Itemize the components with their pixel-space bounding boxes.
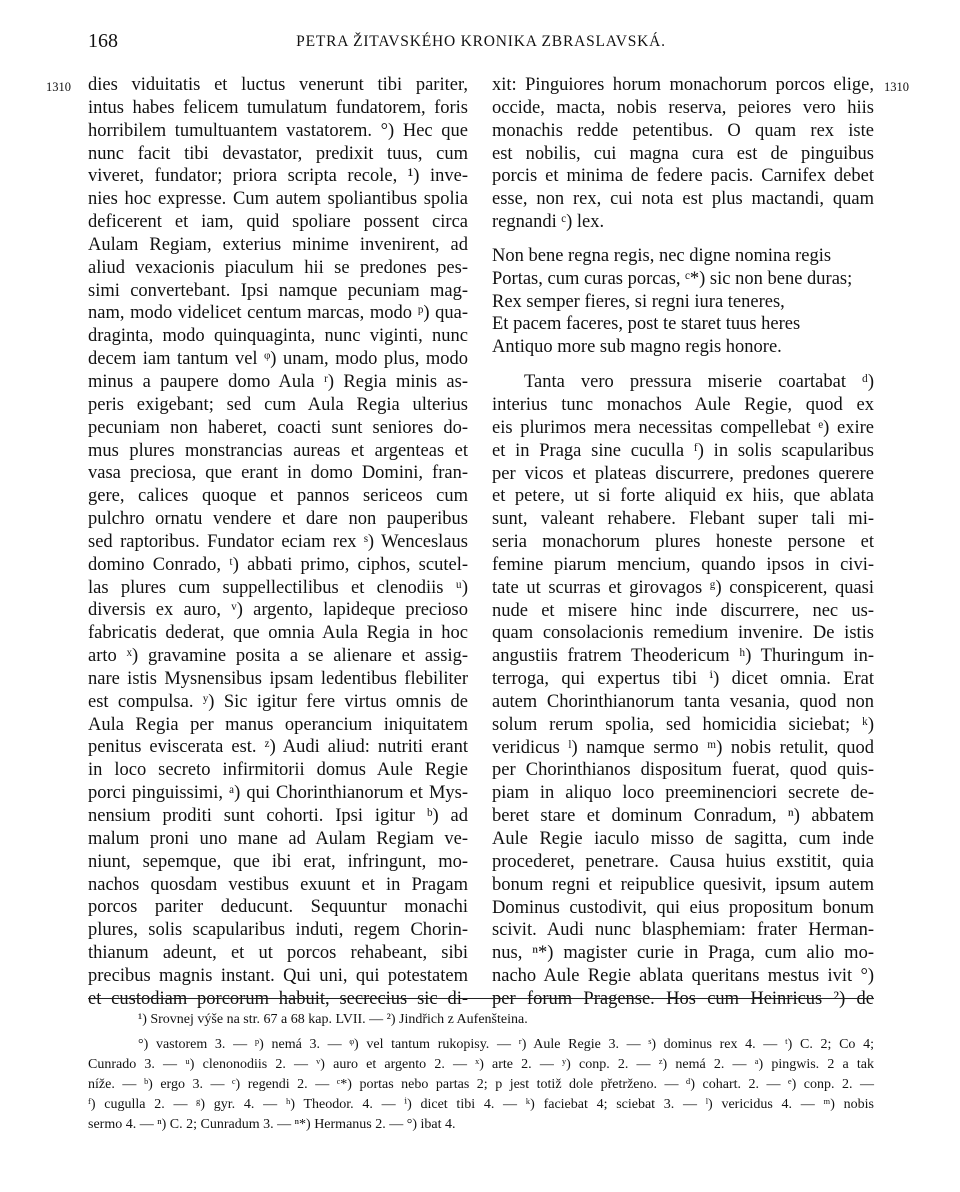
text-line: scivit. Audi nunc blasphemiam: frater Herman-: [492, 920, 874, 941]
text-line: nude et misere hinc inde discurrere, nec us-: [492, 600, 874, 621]
text-line: eis plurimos mera necessitas compellebat ᵉ) exire: [492, 417, 874, 438]
text-line: thianum adeunt, et ut porcos rehabeant, sibi: [88, 943, 468, 964]
text-line: Aule Regie iaculo misso de sagitta, cum inde: [492, 829, 874, 849]
apparatus-line: ᶠ) cugulla 2. — ᵍ) gyr. 4. — ʰ) Theodor. 4. — ⁱ) dicet tibi 4. — ᵏ) faciebat 4; sciebat 3. — ˡ) vericidus 4. — ᵐ) nobis: [88, 1097, 874, 1112]
text-line: veridicus ˡ) namque sermo ᵐ) nobis retulit, quod: [492, 737, 874, 758]
text-line: nare istis Mysnensibus ipsam ledentibus flebiliter: [88, 668, 468, 689]
right-text-column: [492, 74, 874, 1011]
critical-apparatus: [88, 1035, 874, 1135]
text-line: femine piarum mencium, quando ipsos in civi-: [492, 554, 874, 575]
text-line: porci pinguissimi, ᵃ) qui Chorinthianorum et Mys-: [88, 783, 468, 804]
text-line: fabricatis dederat, que omnia Aula Regia in hoc: [88, 623, 468, 644]
text-line: pulchro ornatu vendere et dare non pauperibus: [88, 509, 468, 530]
text-line: las plures cum suppellectilibus et clenodiis ᵘ): [88, 577, 468, 598]
text-line: sed raptoribus. Fundator eciam rex ˢ) Wenceslaus: [88, 531, 468, 552]
text-line: interius tunc monachos Aule Regie, quod ex: [492, 394, 874, 415]
text-line: intus habes felicem tumulatum fundatorem, foris: [88, 97, 468, 118]
text-line: nunc facit tibi devastator, predixit tuus, cum: [88, 143, 468, 164]
text-line: terroga, qui expertus tibi ⁱ) dicet omnia. Erat: [492, 669, 874, 690]
text-line: simi convertebant. Ipsi namque pecuniam mag-: [88, 280, 468, 301]
text-line: angustiis fratrem Theodericum ʰ) Thuringum in-: [492, 646, 874, 667]
text-line: solum rerum spolia, sed homicidia siciebat; ᵏ): [492, 714, 874, 735]
text-line: et petere, ut si forte aliquid ex hiis, que ablata: [492, 486, 874, 507]
running-title: PETRA ŽITAVSKÉHO KRONIKA ZBRASLAVSKÁ.: [296, 33, 666, 50]
text-line: decem iam tantum vel ᵠ) unam, modo plus, modo: [88, 349, 468, 370]
text-line: Dominus custodivit, qui eius propositum bonum: [492, 897, 874, 918]
numeric-footnotes: [88, 1010, 874, 1030]
text-line: piam in aliquo loco preeminenciori secrete de-: [492, 783, 874, 804]
text-line: nus, ⁿ*) magister curie in Praga, cum alio mo-: [492, 943, 874, 964]
right-column-top-paragraph: [492, 74, 874, 234]
text-line: Tanta vero pressura miserie coartabat ᵈ): [524, 372, 874, 393]
text-line: nies hoc expresse. Cum autem spoliantibus spolia: [88, 189, 468, 210]
text-line: deficerent et iam, quid spoliare possent circa: [88, 212, 468, 233]
margin-year-left: 1310: [46, 80, 71, 94]
verse-line: Et pacem faceres, post te staret tuus heres: [492, 314, 801, 335]
text-line: nacho Aule Regie ablata queritans mestus ivit °): [492, 966, 874, 987]
text-line: arto ˣ) gravamine posita a se alienare et assig-: [88, 646, 468, 667]
text-line: mus plures monstrancias aureas et argenteas et: [88, 440, 468, 461]
text-line: nam, modo videlicet centum marcas, modo ᵖ) qua-: [88, 303, 468, 324]
text-line: nensium proditi sunt cohorti. Ipsi igitur ᵇ) ad: [88, 806, 468, 826]
text-line: est compulsa. ʸ) Sic igitur fere virtus omnis de: [88, 691, 468, 712]
text-line: per forum Pragense. Hos cum Heinricus ²) de: [492, 988, 874, 1009]
text-line: viveret, fundator; priora scripta recole, ¹) inve-: [88, 166, 468, 187]
text-line: Aulam Regiam, exterius minime invenirent, ad: [88, 234, 468, 255]
text-line: tate ut scurras et girovagos ᵍ) conspicerent, quasi: [492, 577, 874, 598]
text-line: precibus magnis instant. Qui uni, qui potestatem: [88, 965, 468, 986]
text-line: et custodiam porcorum habuit, secrecius sic di-: [88, 988, 468, 1009]
text-line: seria monachorum plures honeste persone et: [492, 532, 874, 553]
verse-line: Rex semper fieres, si regni iura teneres,: [492, 291, 785, 312]
footnotes: [88, 1010, 874, 1135]
text-line: dies viduitatis et luctus venerunt tibi pariter,: [88, 75, 468, 95]
left-text-column: [88, 74, 468, 1011]
text-line: draginta, modo quinquaginta, nunc viginti, nunc: [88, 326, 468, 347]
text-line: per Chorinthianos dispositum fuerat, quod quis-: [492, 760, 874, 781]
text-line: est nobilis, cui magna cura est de pinguibus: [492, 143, 874, 164]
text-line: xit: Pinguiores horum monachorum porcos elige,: [492, 75, 874, 95]
text-line: esse, non rex, cui nota est plus mactandi, quam: [492, 189, 874, 210]
text-line: monachis redde petentibus. O quam rex iste: [492, 120, 874, 141]
text-line: plures, solis scapularibus induti, regem Chorin-: [88, 920, 468, 941]
text-line: beret stare et dominum Conradum, ⁿ) abbatem: [492, 806, 874, 827]
text-line: malum proni uno mane ad Aulam Regiam ve-: [88, 828, 468, 849]
text-line: horribilem tumultuantem vastatorem. °) Hec que: [88, 120, 468, 141]
text-line: autem Chorinthianorum tanta vesania, quod non: [492, 691, 874, 712]
apparatus-line: sermo 4. — ⁿ) C. 2; Cunradum 3. — ⁿ*) Hermanus 2. — °) ibat 4.: [88, 1117, 456, 1132]
text-line: vasa preciosa, que erant in domo Domini, fran-: [88, 463, 468, 484]
text-line: et in Praga sine cuculla ᶠ) in solis scapularibus: [492, 440, 874, 461]
apparatus-line: níže. — ᵇ) ergo 3. — ᶜ) regendi 2. — ᶜ*) portas nebo partas 2; p jest totiž dole přetrženo. — ᵈ) cohart. 2. — ᵉ) conp. 2. —: [88, 1077, 874, 1092]
text-line: per vicos et plateas discurrere, predones querere: [492, 463, 874, 484]
text-line: domino Conrado, ᵗ) abbati primo, ciphos, scutel-: [88, 554, 468, 575]
text-line: diversis ex auro, ᵛ) argento, lapideque precioso: [88, 600, 468, 621]
text-line: in loco secreto infirmitorii domus Aule Regie: [88, 760, 468, 781]
text-line: minus a paupere domo Aula ʳ) Regia minis as-: [88, 371, 468, 392]
text-line: gere, calices quoque et pannos sericeos cum: [88, 486, 468, 507]
text-line: aliud vexacionis piaculum hii se predones pes-: [88, 257, 468, 278]
verse-line: Non bene regna regis, nec digne nomina regis: [492, 245, 832, 266]
apparatus-line: Cunrado 3. — ᵘ) clenonodiis 2. — ᵛ) auro et argento 2. — ˣ) arte 2. — ʸ) conp. 2. — ᶻ) nemá 2. — ᵃ) pingwis. 2 a tak: [88, 1057, 874, 1072]
text-line: niunt, sepemque, que ibi erat, infringunt, mo-: [88, 851, 468, 872]
page-number: 168: [88, 30, 118, 52]
text-line: porcis et minima de federe pacis. Carnifex debet: [492, 166, 874, 187]
text-line: penitus eviscerata est. ᶻ) Audi aliud: nutriti erant: [88, 737, 468, 758]
verse-line: Antiquo more sub magno regis honore.: [492, 337, 782, 358]
text-line: peris exigebant; sed cum Aula Regia ulterius: [88, 394, 468, 415]
text-line: regnandi ᶜ) lex.: [492, 212, 605, 233]
text-line: bonum regni et reipublice quesivit, ipsum autem: [492, 874, 874, 895]
text-line: pecuniam non haberet, coacti sunt seniores do-: [88, 417, 468, 438]
text-line: occide, macta, nobis reserva, peiores vero hiis: [492, 97, 874, 118]
text-line: sunt, valeant rehabere. Flebant super tali mi-: [492, 509, 874, 530]
footnote-separator: [88, 998, 874, 999]
text-line: quam consolacionis remedium invenire. De istis: [492, 623, 874, 644]
margin-year-right: 1310: [884, 80, 909, 94]
page-header: [88, 30, 874, 56]
right-column-bottom-paragraph: [492, 371, 874, 1011]
text-line: nachos quosdam vestibus exuunt et in Pragam: [88, 874, 468, 895]
text-line: Aula Regia per manus operancium iniquitatem: [88, 714, 468, 735]
verse-line: Portas, cum curas porcas, ᶜ*) sic non bene duras;: [492, 268, 853, 289]
apparatus-line: °) vastorem 3. — ᵖ) nemá 3. — ᵠ) vel tantum rukopisy. — ʳ) Aule Regie 3. — ˢ) dominus rex 4. — ᵗ) C. 2; Co 4;: [138, 1037, 874, 1052]
text-line: porcos pariter deducunt. Sequuntur monachi: [88, 897, 468, 918]
verse-block: [492, 245, 874, 359]
text-line: procederet, penetrare. Causa huius exstitit, quia: [492, 851, 874, 872]
footnote-line: ¹) Srovnej výše na str. 67 a 68 kap. LVII. — ²) Jindřich z Aufenšteina.: [138, 1012, 528, 1027]
